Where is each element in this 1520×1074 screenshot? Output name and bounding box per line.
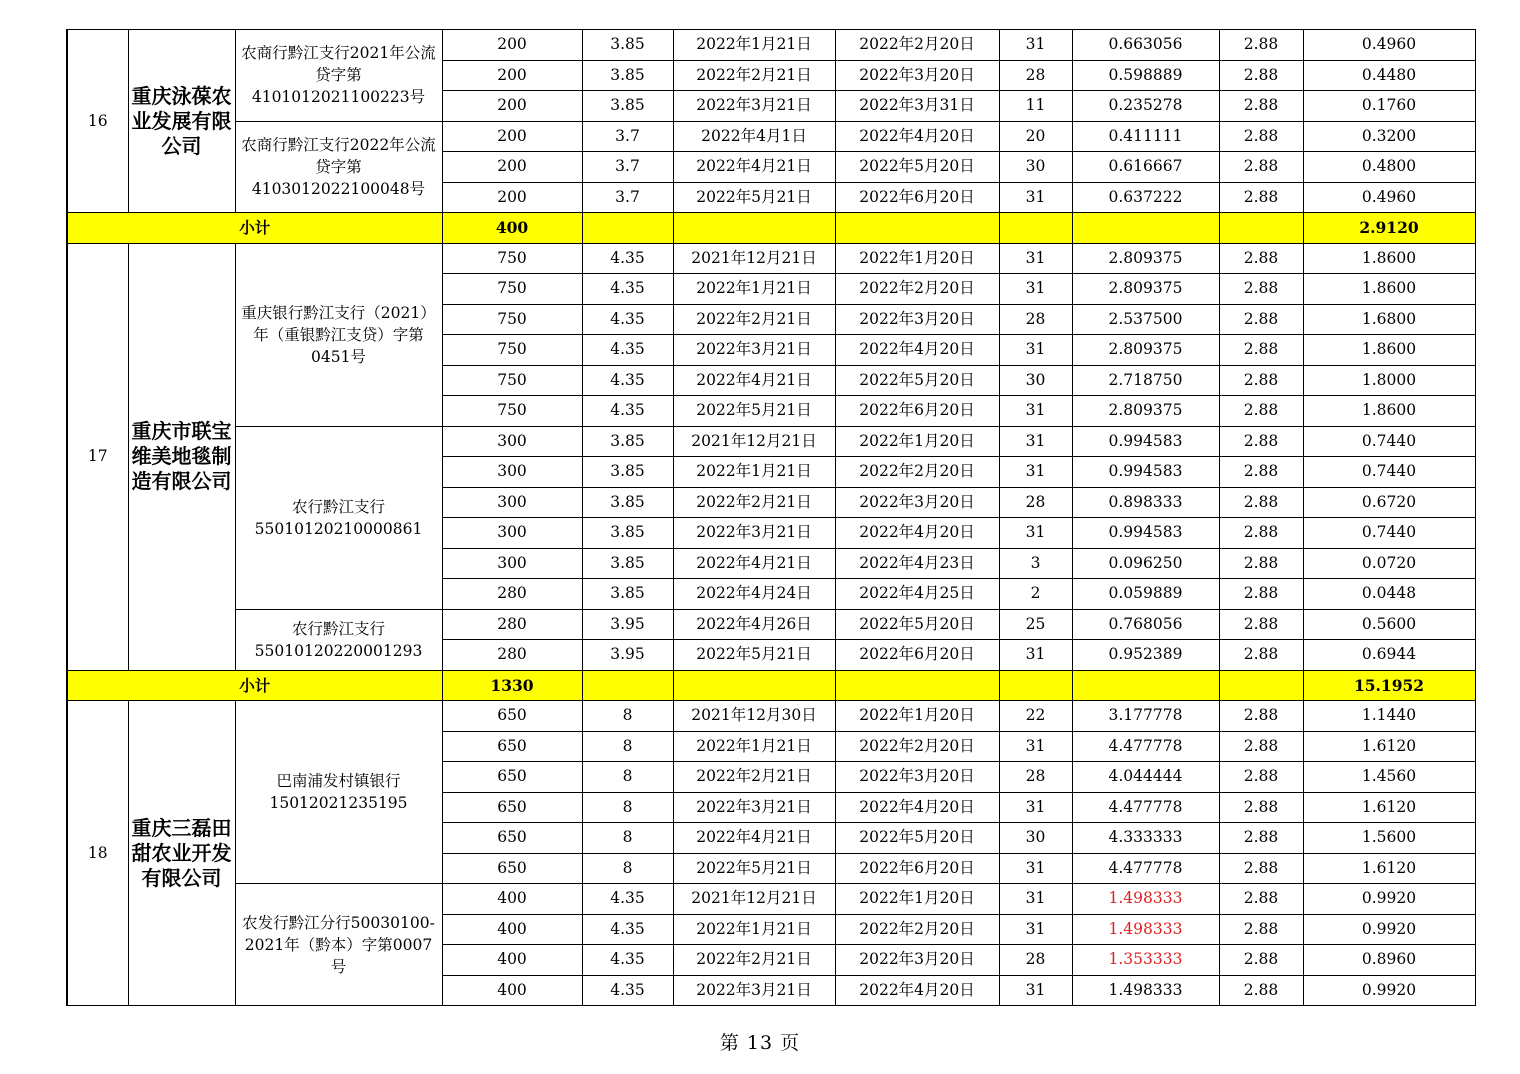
days-cell: 31 bbox=[999, 335, 1072, 366]
loan-amount-cell: 650 bbox=[442, 792, 582, 823]
subsidy-amount-cell: 1.6120 bbox=[1303, 792, 1475, 823]
row-number: 17 bbox=[67, 243, 128, 670]
days-cell: 31 bbox=[999, 182, 1072, 213]
start-date-cell: 2022年1月21日 bbox=[673, 30, 835, 61]
empty-cell bbox=[582, 670, 673, 701]
subsidy-rate-cell: 2.88 bbox=[1219, 335, 1303, 366]
empty-cell bbox=[835, 213, 999, 244]
start-date-cell: 2022年4月21日 bbox=[673, 365, 835, 396]
interest-amount-cell: 2.537500 bbox=[1072, 304, 1219, 335]
days-cell: 22 bbox=[999, 701, 1072, 732]
interest-amount-cell: 0.994583 bbox=[1072, 518, 1219, 549]
subsidy-rate-cell: 2.88 bbox=[1219, 518, 1303, 549]
end-date-cell: 2022年2月20日 bbox=[835, 30, 999, 61]
start-date-cell: 2022年2月21日 bbox=[673, 487, 835, 518]
end-date-cell: 2022年2月20日 bbox=[835, 274, 999, 305]
days-cell: 28 bbox=[999, 762, 1072, 793]
loan-amount-cell: 750 bbox=[442, 365, 582, 396]
subsidy-rate-cell: 2.88 bbox=[1219, 609, 1303, 640]
end-date-cell: 2022年2月20日 bbox=[835, 457, 999, 488]
interest-amount-cell: 0.059889 bbox=[1072, 579, 1219, 610]
subsidy-amount-cell: 0.4960 bbox=[1303, 182, 1475, 213]
loan-amount-cell: 400 bbox=[442, 914, 582, 945]
subtotal-amount: 1330 bbox=[442, 670, 582, 701]
start-date-cell: 2022年4月21日 bbox=[673, 548, 835, 579]
company-name: 重庆市联宝维美地毯制造有限公司 bbox=[128, 243, 235, 670]
subtotal-amount: 400 bbox=[442, 213, 582, 244]
contract-name: 重庆银行黔江支行（2021）年（重银黔江支贷）字第0451号 bbox=[235, 243, 442, 426]
interest-amount-cell: 2.718750 bbox=[1072, 365, 1219, 396]
start-date-cell: 2022年5月21日 bbox=[673, 396, 835, 427]
loan-amount-cell: 300 bbox=[442, 457, 582, 488]
loan-amount-cell: 300 bbox=[442, 518, 582, 549]
interest-amount-cell: 2.809375 bbox=[1072, 335, 1219, 366]
loan-amount-cell: 280 bbox=[442, 640, 582, 671]
end-date-cell: 2022年2月20日 bbox=[835, 914, 999, 945]
subtotal-row bbox=[67, 213, 1475, 244]
loan-amount-cell: 650 bbox=[442, 731, 582, 762]
start-date-cell: 2022年1月21日 bbox=[673, 914, 835, 945]
loan-amount-cell: 650 bbox=[442, 823, 582, 854]
subsidy-amount-cell: 0.9920 bbox=[1303, 975, 1475, 1006]
contract-name: 巴南浦发村镇银行15012021235195 bbox=[235, 701, 442, 884]
interest-rate-cell: 3.85 bbox=[582, 579, 673, 610]
loan-amount-cell: 750 bbox=[442, 335, 582, 366]
interest-rate-cell: 3.85 bbox=[582, 30, 673, 61]
subsidy-rate-cell: 2.88 bbox=[1219, 762, 1303, 793]
start-date-cell: 2022年5月21日 bbox=[673, 182, 835, 213]
start-date-cell: 2022年1月21日 bbox=[673, 274, 835, 305]
end-date-cell: 2022年4月20日 bbox=[835, 975, 999, 1006]
subsidy-amount-cell: 0.9920 bbox=[1303, 884, 1475, 915]
interest-amount-cell: 1.498333 bbox=[1072, 975, 1219, 1006]
subsidy-amount-cell: 0.0448 bbox=[1303, 579, 1475, 610]
interest-rate-cell: 4.35 bbox=[582, 243, 673, 274]
start-date-cell: 2022年4月26日 bbox=[673, 609, 835, 640]
days-cell: 28 bbox=[999, 487, 1072, 518]
subsidy-rate-cell: 2.88 bbox=[1219, 243, 1303, 274]
subsidy-amount-cell: 1.8000 bbox=[1303, 365, 1475, 396]
interest-rate-cell: 3.85 bbox=[582, 91, 673, 122]
subsidy-rate-cell: 2.88 bbox=[1219, 548, 1303, 579]
subsidy-amount-cell: 1.8600 bbox=[1303, 274, 1475, 305]
interest-amount-cell: 0.994583 bbox=[1072, 457, 1219, 488]
interest-rate-cell: 3.85 bbox=[582, 426, 673, 457]
start-date-cell: 2022年2月21日 bbox=[673, 945, 835, 976]
interest-rate-cell: 4.35 bbox=[582, 274, 673, 305]
loan-amount-cell: 750 bbox=[442, 396, 582, 427]
start-date-cell: 2022年5月21日 bbox=[673, 640, 835, 671]
subsidy-amount-cell: 0.7440 bbox=[1303, 457, 1475, 488]
subsidy-amount-cell: 0.6944 bbox=[1303, 640, 1475, 671]
subsidy-amount-cell: 1.8600 bbox=[1303, 335, 1475, 366]
row-number: 16 bbox=[67, 30, 128, 213]
subsidy-amount-cell: 1.1440 bbox=[1303, 701, 1475, 732]
interest-rate-cell: 4.35 bbox=[582, 945, 673, 976]
interest-amount-cell: 1.498333 bbox=[1072, 914, 1219, 945]
days-cell: 31 bbox=[999, 274, 1072, 305]
days-cell: 3 bbox=[999, 548, 1072, 579]
interest-amount-cell: 1.353333 bbox=[1072, 945, 1219, 976]
loan-amount-cell: 300 bbox=[442, 426, 582, 457]
subsidy-rate-cell: 2.88 bbox=[1219, 182, 1303, 213]
subsidy-amount-cell: 1.8600 bbox=[1303, 396, 1475, 427]
loan-amount-cell: 750 bbox=[442, 304, 582, 335]
interest-rate-cell: 8 bbox=[582, 731, 673, 762]
days-cell: 30 bbox=[999, 365, 1072, 396]
interest-rate-cell: 8 bbox=[582, 853, 673, 884]
subsidy-amount-cell: 0.1760 bbox=[1303, 91, 1475, 122]
days-cell: 31 bbox=[999, 243, 1072, 274]
interest-rate-cell: 3.85 bbox=[582, 60, 673, 91]
subsidy-amount-cell: 0.7440 bbox=[1303, 518, 1475, 549]
days-cell: 31 bbox=[999, 792, 1072, 823]
end-date-cell: 2022年3月20日 bbox=[835, 762, 999, 793]
interest-rate-cell: 8 bbox=[582, 792, 673, 823]
interest-rate-cell: 3.85 bbox=[582, 548, 673, 579]
subsidy-amount-cell: 1.6120 bbox=[1303, 731, 1475, 762]
row-number: 18 bbox=[67, 701, 128, 1006]
interest-amount-cell: 0.598889 bbox=[1072, 60, 1219, 91]
days-cell: 31 bbox=[999, 731, 1072, 762]
end-date-cell: 2022年3月20日 bbox=[835, 945, 999, 976]
interest-rate-cell: 3.7 bbox=[582, 121, 673, 152]
interest-rate-cell: 4.35 bbox=[582, 335, 673, 366]
interest-amount-cell: 0.898333 bbox=[1072, 487, 1219, 518]
days-cell: 30 bbox=[999, 823, 1072, 854]
subsidy-rate-cell: 2.88 bbox=[1219, 884, 1303, 915]
interest-rate-cell: 3.85 bbox=[582, 457, 673, 488]
end-date-cell: 2022年5月20日 bbox=[835, 152, 999, 183]
interest-rate-cell: 3.85 bbox=[582, 518, 673, 549]
subsidy-amount-cell: 1.6800 bbox=[1303, 304, 1475, 335]
start-date-cell: 2022年4月21日 bbox=[673, 823, 835, 854]
interest-rate-cell: 3.95 bbox=[582, 609, 673, 640]
subsidy-amount-cell: 1.6120 bbox=[1303, 853, 1475, 884]
interest-rate-cell: 4.35 bbox=[582, 975, 673, 1006]
contract-name: 农发行黔江分行50030100-2021年（黔本）字第0007号 bbox=[235, 884, 442, 1006]
interest-amount-cell: 4.477778 bbox=[1072, 792, 1219, 823]
end-date-cell: 2022年1月20日 bbox=[835, 701, 999, 732]
days-cell: 31 bbox=[999, 914, 1072, 945]
subsidy-rate-cell: 2.88 bbox=[1219, 91, 1303, 122]
loan-amount-cell: 300 bbox=[442, 487, 582, 518]
interest-amount-cell: 1.498333 bbox=[1072, 884, 1219, 915]
empty-cell bbox=[999, 213, 1072, 244]
interest-rate-cell: 4.35 bbox=[582, 914, 673, 945]
interest-amount-cell: 4.044444 bbox=[1072, 762, 1219, 793]
subsidy-rate-cell: 2.88 bbox=[1219, 823, 1303, 854]
table-row bbox=[67, 243, 1475, 274]
start-date-cell: 2021年12月21日 bbox=[673, 884, 835, 915]
subsidy-amount-cell: 0.6720 bbox=[1303, 487, 1475, 518]
company-name: 重庆三磊田甜农业开发有限公司 bbox=[128, 701, 235, 1006]
interest-rate-cell: 3.7 bbox=[582, 152, 673, 183]
loan-amount-cell: 280 bbox=[442, 609, 582, 640]
interest-rate-cell: 8 bbox=[582, 701, 673, 732]
table-row bbox=[67, 30, 1475, 61]
subsidy-rate-cell: 2.88 bbox=[1219, 152, 1303, 183]
days-cell: 31 bbox=[999, 884, 1072, 915]
interest-amount-cell: 0.663056 bbox=[1072, 30, 1219, 61]
subsidy-rate-cell: 2.88 bbox=[1219, 365, 1303, 396]
start-date-cell: 2022年5月21日 bbox=[673, 853, 835, 884]
days-cell: 31 bbox=[999, 457, 1072, 488]
loan-amount-cell: 650 bbox=[442, 701, 582, 732]
subsidy-amount-cell: 1.8600 bbox=[1303, 243, 1475, 274]
end-date-cell: 2022年4月23日 bbox=[835, 548, 999, 579]
subsidy-rate-cell: 2.88 bbox=[1219, 121, 1303, 152]
start-date-cell: 2022年2月21日 bbox=[673, 304, 835, 335]
subsidy-rate-cell: 2.88 bbox=[1219, 30, 1303, 61]
interest-rate-cell: 4.35 bbox=[582, 304, 673, 335]
company-name: 重庆泳葆农业发展有限公司 bbox=[128, 30, 235, 213]
end-date-cell: 2022年4月25日 bbox=[835, 579, 999, 610]
loan-amount-cell: 650 bbox=[442, 853, 582, 884]
loan-amount-cell: 400 bbox=[442, 884, 582, 915]
subsidy-rate-cell: 2.88 bbox=[1219, 914, 1303, 945]
interest-amount-cell: 0.411111 bbox=[1072, 121, 1219, 152]
interest-rate-cell: 4.35 bbox=[582, 365, 673, 396]
days-cell: 25 bbox=[999, 609, 1072, 640]
contract-name: 农行黔江支行55010120210000861 bbox=[235, 426, 442, 609]
empty-cell bbox=[835, 670, 999, 701]
subtotal-row bbox=[67, 670, 1475, 701]
end-date-cell: 2022年2月20日 bbox=[835, 731, 999, 762]
empty-cell bbox=[1219, 670, 1303, 701]
subsidy-table bbox=[66, 29, 1476, 1006]
interest-rate-cell: 8 bbox=[582, 762, 673, 793]
end-date-cell: 2022年3月20日 bbox=[835, 60, 999, 91]
empty-cell bbox=[582, 213, 673, 244]
empty-cell bbox=[673, 670, 835, 701]
loan-amount-cell: 280 bbox=[442, 579, 582, 610]
subtotal-total: 15.1952 bbox=[1303, 670, 1475, 701]
page-footer: 第 13 页 bbox=[719, 1032, 801, 1054]
subsidy-amount-cell: 0.3200 bbox=[1303, 121, 1475, 152]
end-date-cell: 2022年3月20日 bbox=[835, 304, 999, 335]
subsidy-rate-cell: 2.88 bbox=[1219, 579, 1303, 610]
interest-amount-cell: 4.333333 bbox=[1072, 823, 1219, 854]
end-date-cell: 2022年5月20日 bbox=[835, 365, 999, 396]
interest-amount-cell: 0.768056 bbox=[1072, 609, 1219, 640]
subtotal-label: 小计 bbox=[67, 213, 442, 244]
empty-cell bbox=[1072, 213, 1219, 244]
end-date-cell: 2022年3月20日 bbox=[835, 487, 999, 518]
loan-amount-cell: 400 bbox=[442, 945, 582, 976]
interest-amount-cell: 2.809375 bbox=[1072, 243, 1219, 274]
empty-cell bbox=[673, 213, 835, 244]
end-date-cell: 2022年4月20日 bbox=[835, 518, 999, 549]
table-row bbox=[67, 701, 1475, 732]
days-cell: 31 bbox=[999, 30, 1072, 61]
loan-amount-cell: 200 bbox=[442, 91, 582, 122]
start-date-cell: 2022年4月1日 bbox=[673, 121, 835, 152]
empty-cell bbox=[1072, 670, 1219, 701]
subsidy-amount-cell: 1.5600 bbox=[1303, 823, 1475, 854]
end-date-cell: 2022年6月20日 bbox=[835, 396, 999, 427]
subsidy-rate-cell: 2.88 bbox=[1219, 640, 1303, 671]
days-cell: 31 bbox=[999, 518, 1072, 549]
start-date-cell: 2022年1月21日 bbox=[673, 731, 835, 762]
days-cell: 31 bbox=[999, 975, 1072, 1006]
table-row bbox=[67, 884, 1475, 915]
end-date-cell: 2022年4月20日 bbox=[835, 121, 999, 152]
days-cell: 31 bbox=[999, 426, 1072, 457]
interest-amount-cell: 2.809375 bbox=[1072, 274, 1219, 305]
interest-amount-cell: 3.177778 bbox=[1072, 701, 1219, 732]
subsidy-rate-cell: 2.88 bbox=[1219, 701, 1303, 732]
subsidy-rate-cell: 2.88 bbox=[1219, 945, 1303, 976]
interest-amount-cell: 2.809375 bbox=[1072, 396, 1219, 427]
interest-amount-cell: 0.096250 bbox=[1072, 548, 1219, 579]
end-date-cell: 2022年4月20日 bbox=[835, 792, 999, 823]
start-date-cell: 2021年12月21日 bbox=[673, 426, 835, 457]
start-date-cell: 2022年1月21日 bbox=[673, 457, 835, 488]
subsidy-rate-cell: 2.88 bbox=[1219, 457, 1303, 488]
days-cell: 28 bbox=[999, 60, 1072, 91]
end-date-cell: 2022年6月20日 bbox=[835, 182, 999, 213]
start-date-cell: 2022年2月21日 bbox=[673, 60, 835, 91]
subsidy-amount-cell: 0.4800 bbox=[1303, 152, 1475, 183]
end-date-cell: 2022年4月20日 bbox=[835, 335, 999, 366]
subsidy-rate-cell: 2.88 bbox=[1219, 731, 1303, 762]
start-date-cell: 2022年2月21日 bbox=[673, 762, 835, 793]
subsidy-amount-cell: 0.7440 bbox=[1303, 426, 1475, 457]
interest-rate-cell: 4.35 bbox=[582, 884, 673, 915]
start-date-cell: 2021年12月21日 bbox=[673, 243, 835, 274]
days-cell: 20 bbox=[999, 121, 1072, 152]
start-date-cell: 2022年4月24日 bbox=[673, 579, 835, 610]
subsidy-amount-cell: 0.4480 bbox=[1303, 60, 1475, 91]
subsidy-amount-cell: 0.5600 bbox=[1303, 609, 1475, 640]
interest-rate-cell: 3.7 bbox=[582, 182, 673, 213]
start-date-cell: 2022年3月21日 bbox=[673, 792, 835, 823]
interest-amount-cell: 0.637222 bbox=[1072, 182, 1219, 213]
subsidy-rate-cell: 2.88 bbox=[1219, 60, 1303, 91]
subsidy-rate-cell: 2.88 bbox=[1219, 396, 1303, 427]
subsidy-rate-cell: 2.88 bbox=[1219, 426, 1303, 457]
loan-amount-cell: 200 bbox=[442, 121, 582, 152]
empty-cell bbox=[1219, 213, 1303, 244]
loan-amount-cell: 200 bbox=[442, 30, 582, 61]
loan-amount-cell: 650 bbox=[442, 762, 582, 793]
subsidy-amount-cell: 1.4560 bbox=[1303, 762, 1475, 793]
loan-amount-cell: 750 bbox=[442, 274, 582, 305]
end-date-cell: 2022年1月20日 bbox=[835, 243, 999, 274]
days-cell: 2 bbox=[999, 579, 1072, 610]
subsidy-rate-cell: 2.88 bbox=[1219, 975, 1303, 1006]
subtotal-label: 小计 bbox=[67, 670, 442, 701]
interest-amount-cell: 0.994583 bbox=[1072, 426, 1219, 457]
loan-amount-cell: 300 bbox=[442, 548, 582, 579]
subsidy-rate-cell: 2.88 bbox=[1219, 487, 1303, 518]
subsidy-amount-cell: 0.8960 bbox=[1303, 945, 1475, 976]
subsidy-amount-cell: 0.4960 bbox=[1303, 30, 1475, 61]
end-date-cell: 2022年3月31日 bbox=[835, 91, 999, 122]
start-date-cell: 2022年3月21日 bbox=[673, 91, 835, 122]
start-date-cell: 2021年12月30日 bbox=[673, 701, 835, 732]
interest-rate-cell: 8 bbox=[582, 823, 673, 854]
end-date-cell: 2022年6月20日 bbox=[835, 853, 999, 884]
loan-amount-cell: 750 bbox=[442, 243, 582, 274]
subsidy-amount-cell: 0.9920 bbox=[1303, 914, 1475, 945]
loan-amount-cell: 200 bbox=[442, 182, 582, 213]
days-cell: 31 bbox=[999, 853, 1072, 884]
table-row bbox=[67, 426, 1475, 457]
interest-amount-cell: 0.952389 bbox=[1072, 640, 1219, 671]
days-cell: 28 bbox=[999, 304, 1072, 335]
start-date-cell: 2022年3月21日 bbox=[673, 335, 835, 366]
start-date-cell: 2022年4月21日 bbox=[673, 152, 835, 183]
loan-amount-cell: 200 bbox=[442, 152, 582, 183]
subsidy-rate-cell: 2.88 bbox=[1219, 274, 1303, 305]
start-date-cell: 2022年3月21日 bbox=[673, 518, 835, 549]
subsidy-amount-cell: 0.0720 bbox=[1303, 548, 1475, 579]
empty-cell bbox=[999, 670, 1072, 701]
interest-amount-cell: 4.477778 bbox=[1072, 853, 1219, 884]
days-cell: 11 bbox=[999, 91, 1072, 122]
end-date-cell: 2022年6月20日 bbox=[835, 640, 999, 671]
loan-amount-cell: 200 bbox=[442, 60, 582, 91]
days-cell: 31 bbox=[999, 640, 1072, 671]
days-cell: 28 bbox=[999, 945, 1072, 976]
table-row bbox=[67, 121, 1475, 152]
days-cell: 31 bbox=[999, 396, 1072, 427]
interest-amount-cell: 4.477778 bbox=[1072, 731, 1219, 762]
table-row bbox=[67, 609, 1475, 640]
end-date-cell: 2022年5月20日 bbox=[835, 609, 999, 640]
end-date-cell: 2022年5月20日 bbox=[835, 823, 999, 854]
days-cell: 30 bbox=[999, 152, 1072, 183]
interest-rate-cell: 3.85 bbox=[582, 487, 673, 518]
subsidy-rate-cell: 2.88 bbox=[1219, 792, 1303, 823]
contract-name: 农行黔江支行55010120220001293 bbox=[235, 609, 442, 670]
loan-amount-cell: 400 bbox=[442, 975, 582, 1006]
contract-name: 农商行黔江支行2022年公流贷字第4103012022100048号 bbox=[235, 121, 442, 213]
subsidy-rate-cell: 2.88 bbox=[1219, 304, 1303, 335]
contract-name: 农商行黔江支行2021年公流贷字第4101012021100223号 bbox=[235, 30, 442, 122]
interest-rate-cell: 3.95 bbox=[582, 640, 673, 671]
interest-rate-cell: 4.35 bbox=[582, 396, 673, 427]
end-date-cell: 2022年1月20日 bbox=[835, 426, 999, 457]
end-date-cell: 2022年1月20日 bbox=[835, 884, 999, 915]
subtotal-total: 2.9120 bbox=[1303, 213, 1475, 244]
interest-amount-cell: 0.616667 bbox=[1072, 152, 1219, 183]
interest-amount-cell: 0.235278 bbox=[1072, 91, 1219, 122]
start-date-cell: 2022年3月21日 bbox=[673, 975, 835, 1006]
subsidy-rate-cell: 2.88 bbox=[1219, 853, 1303, 884]
